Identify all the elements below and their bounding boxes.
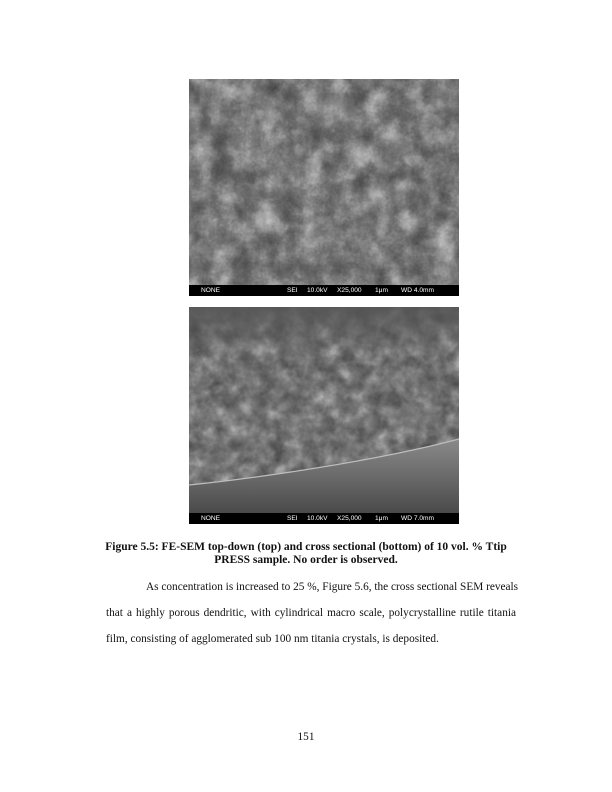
databar-scale: 1μm — [375, 287, 388, 294]
body-text-line — [106, 580, 519, 594]
figure-caption — [100, 541, 512, 567]
caption-line: Figure 5.5: FE-SEM top-down (top) and cross sectional (bottom) of 10 vol. % Ttip — [105, 541, 507, 553]
page-number: 151 — [297, 731, 315, 743]
sem-image-cross-section — [189, 307, 459, 524]
databar-detector: SEI — [287, 515, 298, 522]
databar-signal: NONE — [201, 515, 221, 522]
caption-line: PRESS sample. No order is observed. — [214, 554, 398, 566]
databar-signal: NONE — [201, 287, 221, 294]
databar-detector: SEI — [287, 287, 298, 294]
body-text-line: film, consisting of agglomerated sub 100 nm titania crystals, is deposited. — [106, 633, 439, 645]
sem-databar-top — [189, 285, 459, 296]
databar-voltage: 10.0kV — [307, 515, 328, 522]
sem-image-top-down — [189, 79, 459, 296]
databar-scale: 1μm — [375, 515, 388, 522]
databar-working-distance: WD 4.0mm — [401, 287, 434, 294]
sem-micrograph-bottom — [189, 307, 459, 513]
sem-micrograph-top — [189, 79, 459, 285]
databar-magnification: X25,000 — [337, 287, 362, 294]
databar-working-distance: WD 7.0mm — [401, 515, 434, 522]
body-text-span: As concentration is increased to 25 %, Figure 5.6, the cross sectional SEM reveals — [146, 581, 519, 593]
sem-databar-bottom — [189, 513, 459, 524]
body-text-line: that a highly porous dendritic, with cylindrical macro scale, polycrystalline rutile titania — [106, 607, 516, 619]
databar-voltage: 10.0kV — [307, 287, 328, 294]
databar-magnification: X25,000 — [337, 515, 362, 522]
